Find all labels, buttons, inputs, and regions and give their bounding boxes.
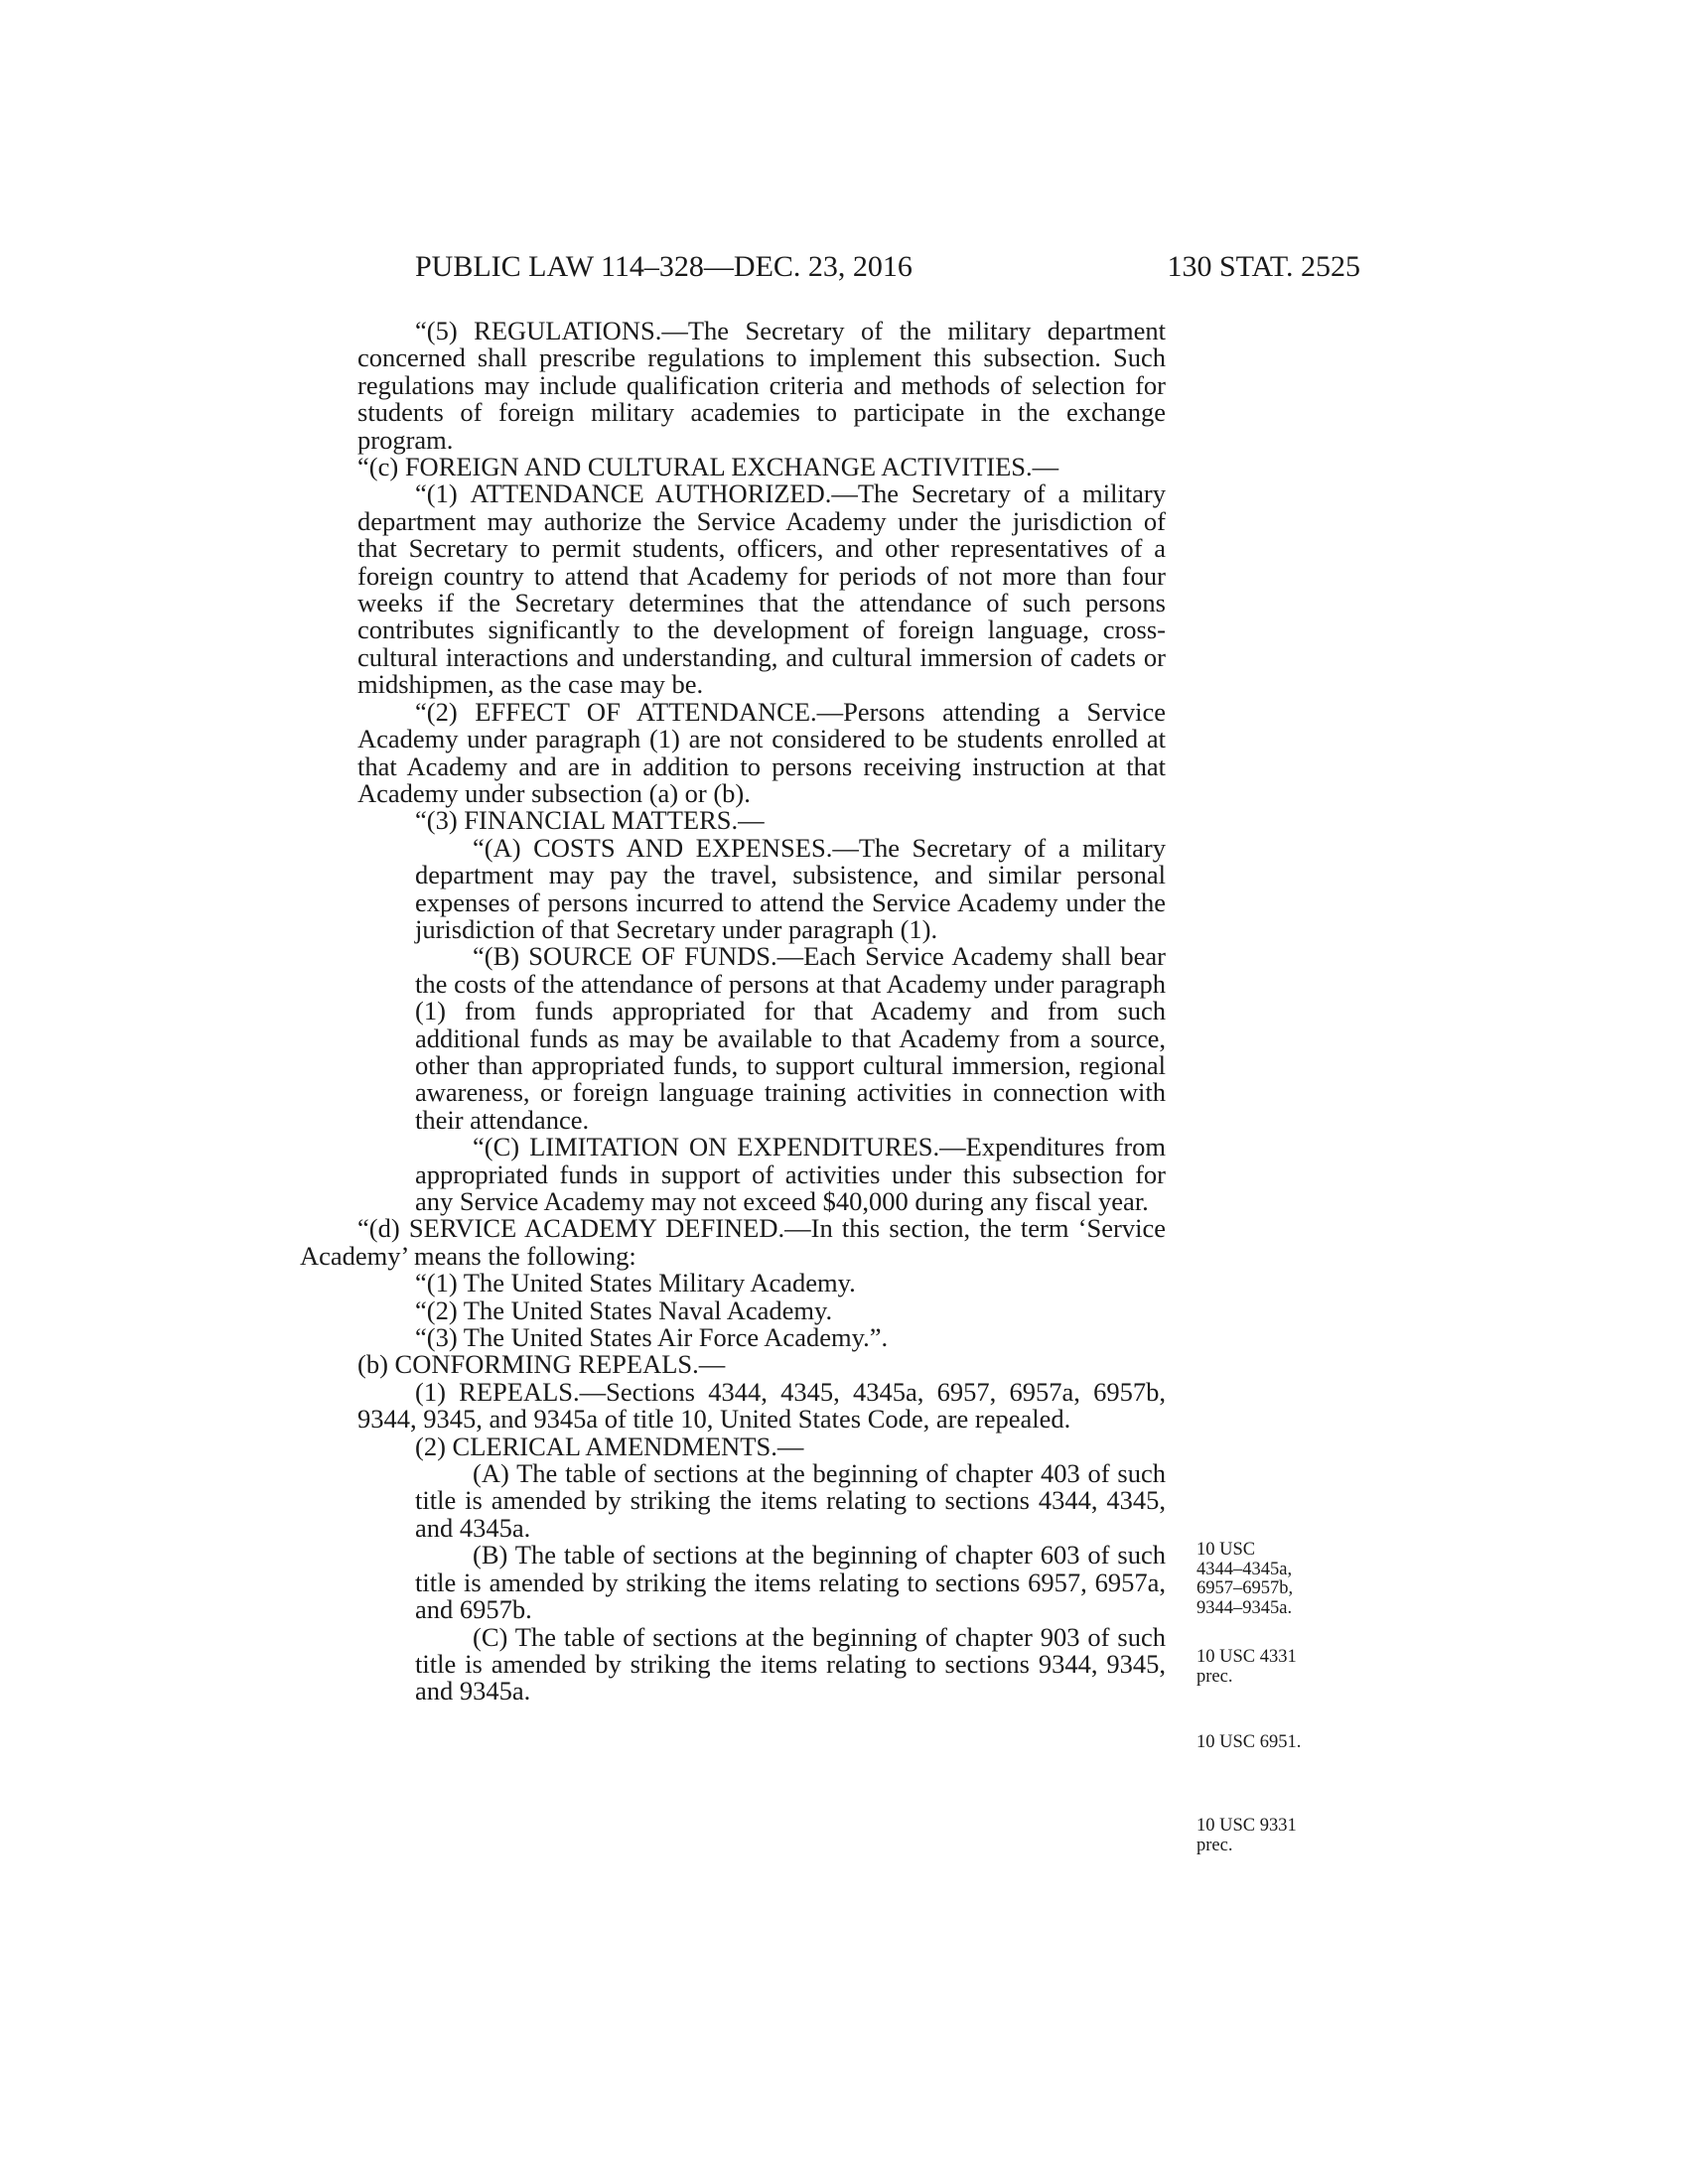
paragraph-designation: (2) [415, 1431, 453, 1461]
paragraph-text: Persons attending a Service Academy under paragraph (1) are not considered to be students enrolled at that Academy and are in addition to persons receiving instruction at that Academy under subsection (a) or (b). [357, 696, 1166, 808]
statute-paragraph [300, 1621, 1166, 1706]
statute-paragraph: “(c) FOREIGN AND CULTURAL EXCHANGE ACTIVITIES.— [357, 452, 1059, 482]
paragraph-text: (A) The table of sections at the beginning of chapter 403 of such title is amended by striking the items relating to sections 4344, 4345, and 4345a. [415, 1458, 1166, 1543]
statute-paragraph: (2) CLERICAL AMENDMENTS.— [415, 1431, 804, 1461]
public-law-citation: PUBLIC LAW 114–328—DEC. 23, 2016 [415, 250, 913, 283]
statute-paragraph: “(C) LIMITATION ON EXPENDITURES.—Expenditures from appropriated funds in support of activities under this subsection for any Service Academy may not exceed $40,000 during any fiscal year. [415, 1132, 1166, 1216]
paragraph-text: “(1) The United States Military Academy. [415, 1268, 856, 1298]
paragraph-heading: LIMITATION ON EXPENDITURES [529, 1132, 933, 1162]
statute-paragraph: “(2) EFFECT OF ATTENDANCE.—Persons attending a Service Academy under paragraph (1) are not considered to be students enrolled at that Academy and are in addition to persons receiving instruction at that Academy under subsection (a) or (b). [357, 696, 1166, 808]
statute-paragraph: “(3) FINANCIAL MATTERS.— [415, 805, 765, 836]
statute-paragraph: “(B) SOURCE OF FUNDS.—Each Service Academy shall bear the costs of the attendance of persons at that Academy under paragraph (1) from funds appropriated for that Academy and from such additional funds as may be available to that Academy from a source, other than appropriated funds, to support cultural immersion, regional awareness, or foreign language training activities in connection with their attendance. [415, 941, 1166, 1135]
statute-paragraph [300, 1460, 1166, 1542]
statute-paragraph [300, 1297, 1166, 1324]
statute-paragraph: “(A) COSTS AND EXPENSES.—The Secretary of a military department may pay the travel, subsistence, and similar personal expenses of persons incurred to attend the Service Academy under the jurisdiction of that Secretary under paragraph (1). [415, 832, 1166, 944]
page-header [415, 250, 1360, 290]
paragraph-text: Each Service Academy shall bear the costs of the attendance of persons at that Academy under paragraph (1) from funds appropriated for that Academy and from such additional funds as may be available to that Academy from a source, other than appropriated funds, to support cultural immersion, regional awareness, or foreign language training activities in connection with their attendance. [415, 941, 1166, 1135]
statute-paragraph [300, 1270, 1166, 1297]
paragraph-heading: CLERICAL AMENDMENTS [452, 1431, 772, 1461]
paragraph-designation: “(1) [415, 478, 471, 509]
statute-page-number: 130 STAT. 2525 [1167, 250, 1360, 283]
paragraph-designation: “(A) [473, 832, 534, 863]
paragraph-designation: “(2) [415, 696, 476, 727]
paragraph-designation: “(5) [415, 316, 475, 345]
statute-paragraph: (1) REPEALS.—Sections 4344, 4345, 4345a, 6957, 6957a, 6957b, 9344, 9345, and 9345a of title 10, United States Code, are repealed. [357, 1376, 1166, 1434]
paragraph-designation: “(3) [415, 805, 465, 836]
statute-paragraph: “(5) REGULATIONS.—The Secretary of the military department concerned shall prescribe regulations to implement this subsection. Such regulations may include qualification criteria and methods of selection for students of foreign military academies to participate in the exchange program. [357, 316, 1166, 455]
paragraph-designation: “(C) [473, 1132, 530, 1162]
paragraph-heading: ATTENDANCE AUTHORIZED [470, 478, 825, 509]
paragraph-heading: REGULATIONS [474, 316, 655, 345]
margin-note: 10 USC 9331 prec. [1196, 1816, 1297, 1855]
margin-note: 10 USC 4331 prec. [1196, 1647, 1297, 1687]
paragraph-text: The Secretary of a military department may authorize the Service Academy under the jurisdiction of that Secretary to permit students, officers, and other representatives of a foreign country to attend that Academy for periods of not more than four weeks if the Secretary determines that the attendance of such persons contributes significantly to the development of foreign language, cross-cultural interactions and understanding, and cultural immersion of cadets or midshipmen, as the case may be. [357, 478, 1166, 700]
paragraph-heading: FOREIGN AND CULTURAL EXCHANGE ACTIVITIES [404, 452, 1027, 482]
paragraph-text: (C) The table of sections at the beginning of chapter 903 of such title is amended by striking the items relating to sections 9344, 9345, and 9345a. [415, 1621, 1166, 1706]
paragraph-designation: “(B) [473, 941, 529, 972]
statute-paragraph [300, 1542, 1166, 1623]
statute-text [300, 318, 1166, 1706]
paragraph-heading: SOURCE OF FUNDS [528, 941, 771, 972]
paragraph-designation: (1) [415, 1376, 460, 1407]
paragraph-text: “(3) The United States Air Force Academy.”. [415, 1322, 889, 1353]
paragraph-heading: EFFECT OF ATTENDANCE [475, 696, 811, 727]
margin-note: 10 USC 6951. [1196, 1732, 1302, 1752]
paragraph-text: Expenditures from appropriated funds in support of activities under this subsection for any Service Academy may not exceed $40,000 during any fiscal year. [415, 1132, 1166, 1216]
margin-note: 10 USC 4344–4345a, 6957–6957b, 9344–9345a. [1196, 1540, 1294, 1618]
paragraph-text: “(2) The United States Naval Academy. [415, 1295, 833, 1325]
paragraph-text: The Secretary of a military department may pay the travel, subsistence, and similar personal expenses of persons incurred to attend the Service Academy under the jurisdiction of that Secretary under paragraph (1). [415, 832, 1166, 944]
statute-paragraph [300, 1324, 1166, 1351]
paragraph-heading: SERVICE ACADEMY DEFINED [408, 1213, 778, 1244]
paragraph-text: (B) The table of sections at the beginning of chapter 603 of such title is amended by striking the items relating to sections 6957, 6957a, and 6957b. [415, 1540, 1166, 1625]
paragraph-designation: (b) [357, 1349, 395, 1380]
paragraph-text: Sections 4344, 4345, 4345a, 6957, 6957a, 6957b, 9344, 9345, and 9345a of title 10, United States Code, are repealed. [357, 1376, 1166, 1434]
statute-paragraph: (b) CONFORMING REPEALS.— [357, 1349, 726, 1380]
paragraph-heading: COSTS AND EXPENSES [533, 832, 826, 863]
paragraph-heading: REPEALS [459, 1376, 574, 1407]
paragraph-designation: “(d) [357, 1213, 409, 1244]
paragraph-heading: FINANCIAL MATTERS [464, 805, 732, 836]
paragraph-text: In this section, the term ‘Service Academy’ means the following: [300, 1213, 1166, 1271]
paragraph-text: The Secretary of the military department concerned shall prescribe regulations to implement this subsection. Such regulations may include qualification criteria and methods of selection for students of foreign military academies to participate in the exchange program. [357, 316, 1166, 455]
paragraph-designation: “(c) [357, 452, 405, 482]
paragraph-heading: CONFORMING REPEALS [394, 1349, 693, 1380]
statute-paragraph: “(1) ATTENDANCE AUTHORIZED.—The Secretary of a military department may authorize the Service Academy under the jurisdiction of that Secretary to permit students, officers, and other representatives of a foreign country to attend that Academy for periods of not more than four weeks if the Secretary determines that the attendance of such persons contributes significantly to the development of foreign language, cross-cultural interactions and understanding, and cultural immersion of cadets or midshipmen, as the case may be. [357, 478, 1166, 700]
statute-paragraph: “(d) SERVICE ACADEMY DEFINED.—In this section, the term ‘Service Academy’ means the following: [300, 1213, 1166, 1271]
